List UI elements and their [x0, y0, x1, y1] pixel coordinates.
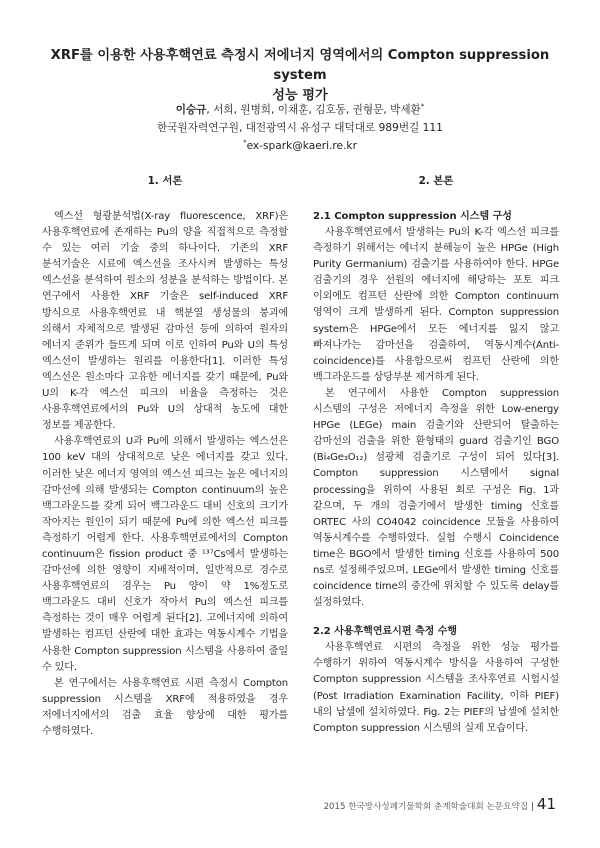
corresponding-mark: *: [420, 102, 425, 111]
title-line-1: XRF를 이용한 사용후핵연료 측정시 저에너지 영역에서의 Compton suppression system: [50, 48, 550, 83]
page-number: 41: [536, 795, 556, 813]
paper-title: [30, 46, 570, 106]
co-authors: , 서희, 원병희, 이채훈, 김호동, 권형문, 박세환: [206, 104, 421, 116]
intro-heading: 1. 서론: [147, 175, 183, 187]
lead-author: 이승규: [175, 104, 207, 116]
intro-paragraph-1: 엑스선 형광분석법(X-ray fluorescence, XRF)은 사용후핵연료에 존재하는 Pu의 양을 직접적으로 측정할 수 있는 여러 기술 중의 하나이다. 기존의 XRF 분석기술은 시료에 엑스선을 조사시켜 발생하는 특성 엑스선을 분석하여 원소의 성분을 분석하는 방법이다. 본 연구에서 사용한 XRF 기술은 self-induced XRF 방식으로 사용후핵연료 내 핵분열 생성물의 붕괴에 의해서 자체적으로 발생된 감마선 등에 의하여 원자의 에너지 준위가 들뜨게 되며 이로 인하여 Pu와 U의 특성 엑스선이 발생하는 원리를 이용한다[1]. 이러한 특성 엑스선은 원소마다 고유한 에너지를 갖기 때문에, Pu와 U의 K-각 엑스선 피크의 비율을 측정하는 것은 사용후핵연료에서의 Pu와 U의 상대적 농도에 대한 정보를 제공한다.: [42, 211, 288, 432]
author-list: [60, 101, 540, 119]
title-line-2: 성능 평가: [272, 88, 328, 103]
page-footer: [320, 796, 556, 815]
email-line: [60, 137, 540, 155]
intro-paragraph-3: 본 연구에서는 사용후핵연료 시편 측정시 Compton suppression 시스템을 XRF에 적용하였을 경우 저에너지에서의 검출 효율 향상에 대한 평가를 수행하였다.: [42, 677, 288, 737]
sub1-paragraph-2: 본 연구에서 사용한 Compton suppression 시스템의 구성은 저에너지 측정을 위한 Low-energy HPGe (LEGe) main 검출기와 산란되어 탈출하는 감마선의 검출을 위한 환형태의 guard 검출기인 BGO (Bi₄Ge₃O₁₂) 섬광체 검출기로 구성이 되어 있다[3]. Compton suppression 시스템에서 signal processing을 위하여 사용된 회로 구성은 Fig. 1과 같으며, 두 개의 검출기에서 발생한 timing 신호를 ORTEC 사의 CO4042 coincidence 모듈을 사용하여 역동시계수를 수행하였다. 실험 수행시 Coincidence time은 BGO에서 발생한 timing 신호를 사용하여 500 ns로 설정해주었으며, LEGe에서 발생한 timing 신호를 coincidence time의 중간에 위치할 수 있도록 delay를 설정하였다.: [313, 387, 559, 609]
right-column: [313, 174, 559, 737]
conference-name: 2015 한국방사성폐기물학회 춘계학술대회 논문요약집: [323, 802, 528, 812]
corresponding-email: ex-spark@kaeri.re.kr: [246, 140, 357, 152]
affiliation: 한국원자력연구원, 대전광역시 유성구 대덕대로 989번길 111: [157, 122, 443, 134]
footer-separator: |: [531, 802, 534, 812]
intro-paragraph-2: 사용후핵연료의 U과 Pu에 의해서 발생하는 엑스선은 100 keV 대의 상대적으로 낮은 에너지를 갖고 있다. 이러한 낮은 에너지 영역의 엑스선 피크는 높은 에너지의 감마선에 의해 발생되는 Compton continuum의 높은 백그라운드를 갖게 되어 백그라운드 대비 신호의 크기가 작아지는 원인이 되기 때문에 Pu에 의한 엑스선 피크를 측정하기 어렵게 한다. 사용후핵연료에서의 Compton continuum은 fission product 중 ¹³⁷Cs에서 발생하는 감마선에 의한 영향이 지배적이며, 일반적으로 경수로 사용후핵연료의 경우는 Pu 양이 약 1%정도로 백그라운드 대비 신호가 작아서 Pu의 엑스선 피크를 측정하는 것이 매우 어렵게 된다[2]. 고에너지에 의하여 발생하는 컴프턴 산란에 대한 효과는 역동시계수 기법을 사용한 Compton suppression 시스템을 사용하여 줄일 수 있다.: [42, 436, 288, 673]
section-gap: [313, 611, 559, 624]
body-heading: 2. 본론: [418, 175, 454, 187]
left-column: [42, 174, 288, 740]
subsection-2-1-heading: 2.1 Compton suppression 시스템 구성: [313, 211, 512, 222]
sub2-paragraph-1: 사용후핵연료 시편의 측정을 위한 성능 평가를 수행하기 위하여 역동시계수 방식을 사용하여 구성한 Compton suppression 시스템을 조사후연료 시험시설 (Post Irradiation Examination Facility, 이하 PIEF) 내의 납셀에 설치하였다. Fig. 2는 PIEF의 납셀에 설치한 Compton suppression 시스템의 실제 모습이다.: [313, 642, 559, 734]
subsection-2-2-heading: 2.2 사용후핵연료시편 측정 수행: [313, 626, 458, 638]
email-mark: *: [243, 138, 247, 147]
sub1-paragraph-1: 사용후핵연료에서 발생하는 Pu의 K-각 엑스선 피크를 측정하기 위해서는 에너지 분해능이 높은 HPGe (High Purity Germanium) 검출기를 사용하여야 한다. HPGe 검출기의 경우 선원의 에너지에 해당하는 포토 피크 이외에도 컴프턴 산란에 의한 Compton continuum 영역이 크게 발생하게 된다. Compton suppression system은 HPGe에서 모든 에너지를 잃지 않고 빠져나가는 감마선을 검출하여, 역동시계수(Anti-coincidence)를 사용함으로써 컴프턴 산란에 의한 백그라운드를 상당부분 제거하게 된다.: [313, 227, 559, 383]
